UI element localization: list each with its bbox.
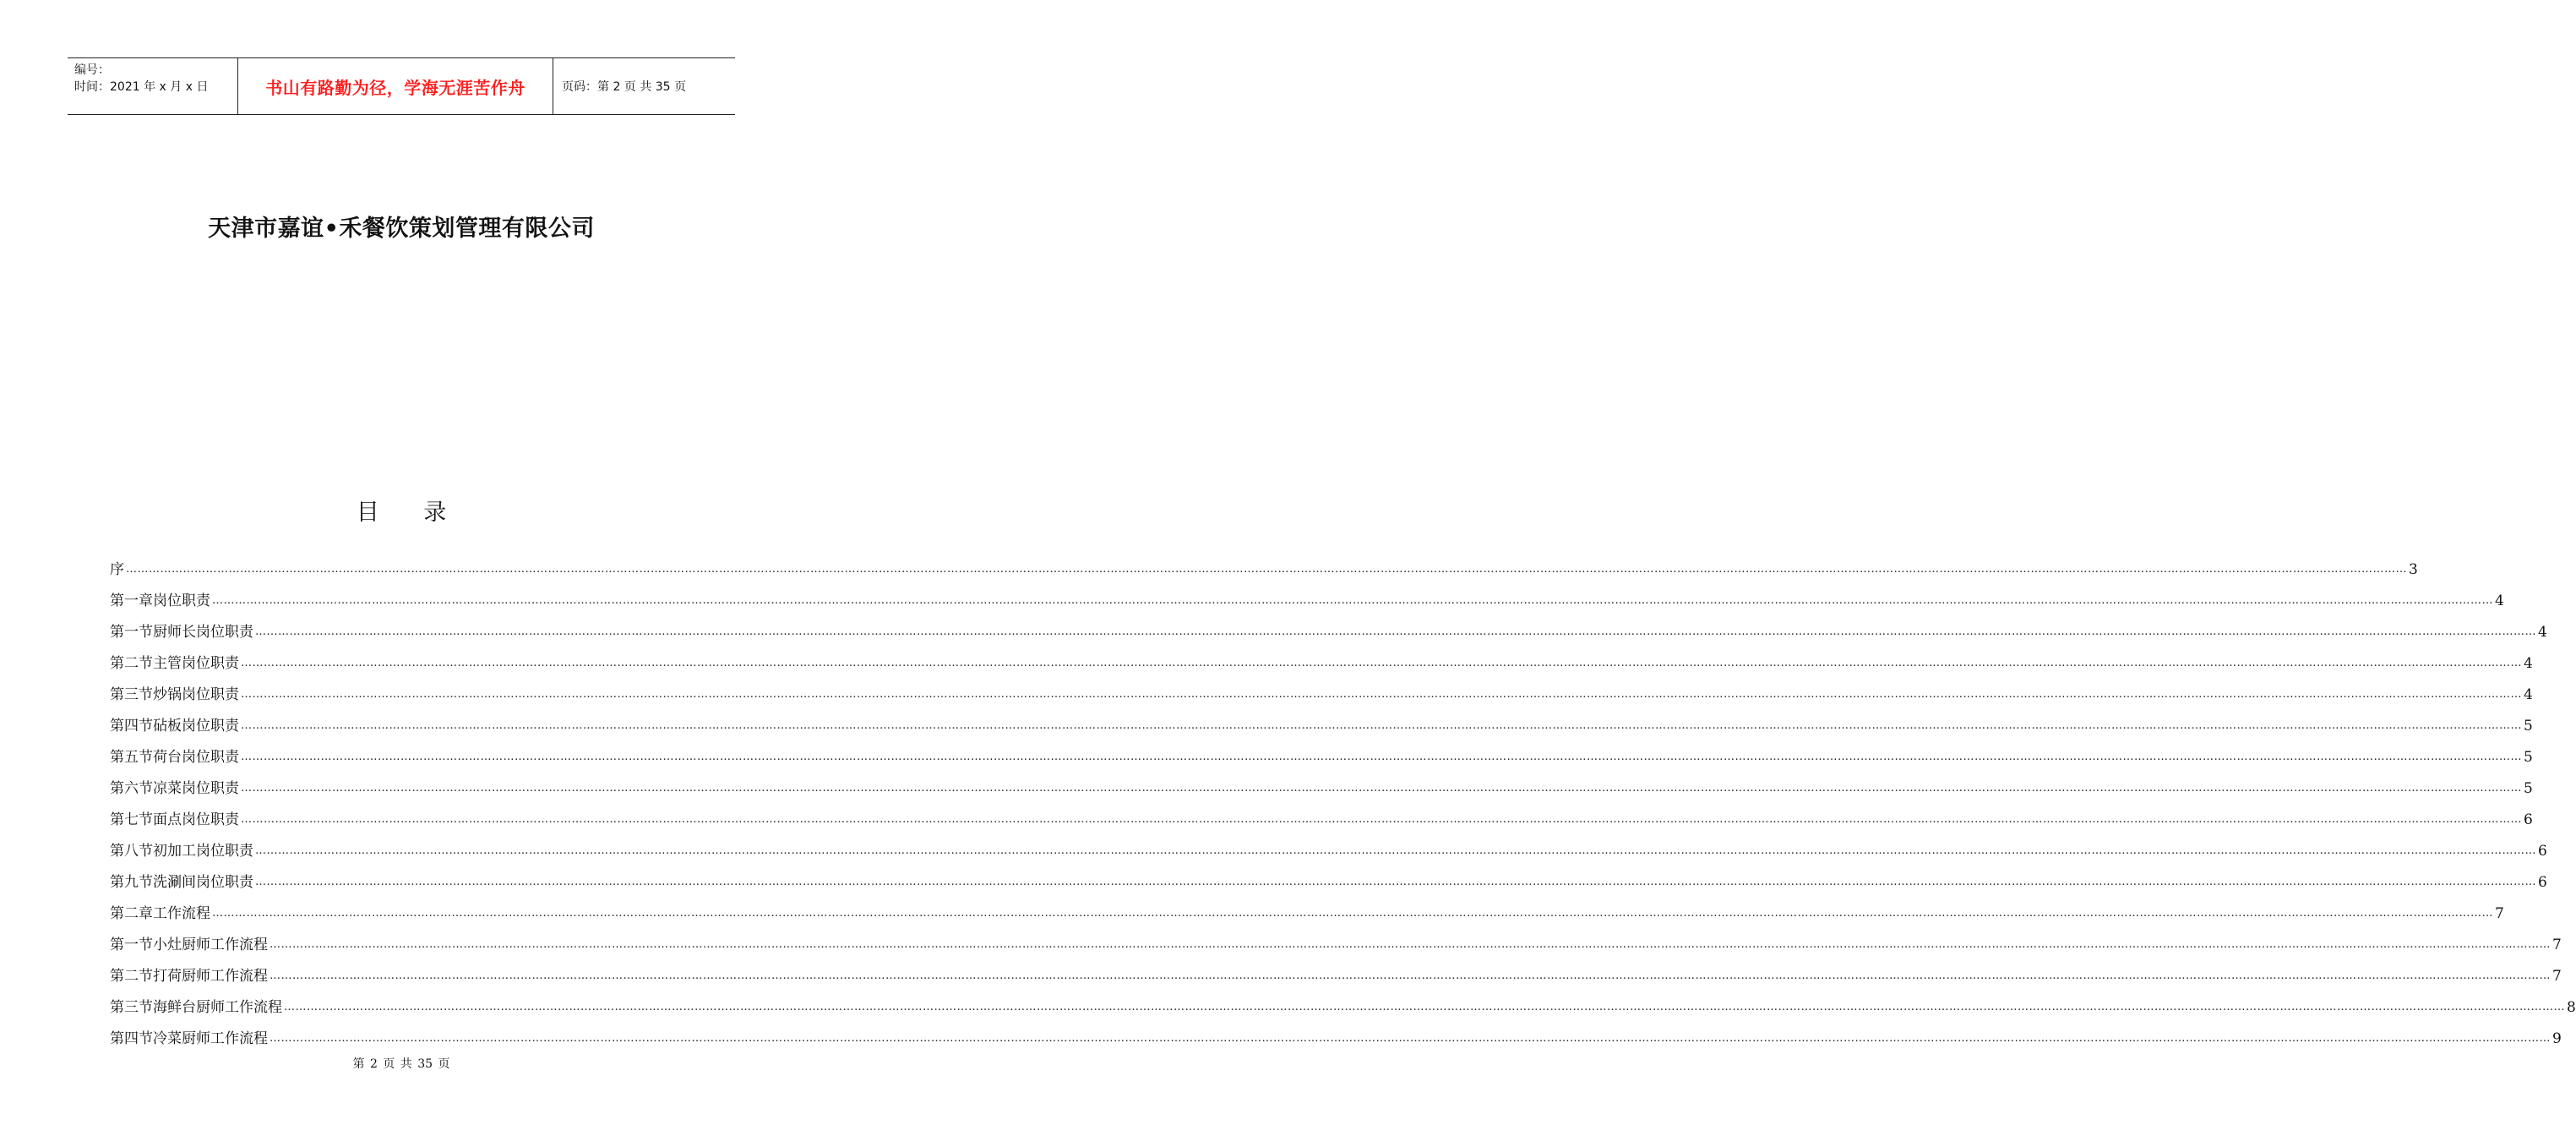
header-page-info: 页码：第 2 页 共 35 页	[562, 80, 686, 94]
toc-page-number: 4	[2495, 593, 2504, 609]
toc-title-text: 海鲜台厨师工作流程	[153, 999, 282, 1016]
toc-entry[interactable]	[110, 892, 2504, 923]
toc-title-text: 初加工岗位职责	[153, 843, 253, 860]
toc-chapter: 第六节	[110, 780, 153, 797]
toc-chapter: 第八节	[110, 843, 153, 860]
toc-page-number: 4	[2524, 655, 2533, 672]
toc-dot-leader: ……………………………………………………………………………………………………………………………………………………………………………………………………………………………………………………………………………………………………………………………………………………………………………………………………………………………………………………………………………………………………………………………………………………	[241, 751, 2522, 763]
toc-title-text: 小灶厨师工作流程	[153, 937, 268, 953]
toc-entry[interactable]	[110, 986, 2576, 1017]
toc-entry[interactable]	[110, 548, 2418, 579]
toc-dot-leader: ……………………………………………………………………………………………………………………………………………………………………………………………………………………………………………………………………………………………………………………………………………………………………………………………………………………………………………………………………………………………………………………………………………………	[255, 844, 2536, 857]
toc-entry[interactable]	[110, 767, 2533, 798]
toc-title-text: 荷台岗位职责	[153, 749, 239, 766]
page-header	[68, 57, 735, 115]
toc-dot-leader: ……………………………………………………………………………………………………………………………………………………………………………………………………………………………………………………………………………………………………………………………………………………………………………………………………………………………………………………………………………………………………………………………………………………	[284, 1001, 2565, 1013]
toc-dot-leader: ……………………………………………………………………………………………………………………………………………………………………………………………………………………………………………………………………………………………………………………………………………………………………………………………………………………………………………………………………………………………………………………………………………………	[270, 969, 2551, 982]
toc-chapter: 第五节	[110, 749, 153, 766]
toc-page-number: 7	[2552, 968, 2562, 985]
toc-dot-leader: ……………………………………………………………………………………………………………………………………………………………………………………………………………………………………………………………………………………………………………………………………………………………………………………………………………………………………………………………………………………………………………………………………………………	[126, 563, 2407, 576]
toc-dot-leader: ……………………………………………………………………………………………………………………………………………………………………………………………………………………………………………………………………………………………………………………………………………………………………………………………………………………………………………………………………………………………………………………………………………………	[255, 876, 2536, 888]
toc-title-text: 工作流程	[153, 905, 210, 922]
toc-chapter: 第三节	[110, 686, 153, 703]
toc-page-number: 6	[2538, 874, 2547, 891]
toc-entry[interactable]	[110, 735, 2533, 767]
toc-page-number: 4	[2524, 686, 2533, 703]
toc-title-text: 炒锅岗位职责	[153, 686, 239, 703]
toc-chapter: 第一节	[110, 624, 153, 641]
toc-chapter: 第二节	[110, 968, 153, 985]
toc-dot-leader: ……………………………………………………………………………………………………………………………………………………………………………………………………………………………………………………………………………………………………………………………………………………………………………………………………………………………………………………………………………………………………………………………………………………	[270, 1032, 2551, 1045]
toc-dot-leader: ……………………………………………………………………………………………………………………………………………………………………………………………………………………………………………………………………………………………………………………………………………………………………………………………………………………………………………………………………………………………………………………………………………………	[241, 813, 2522, 826]
toc-title-text: 岗位职责	[153, 593, 210, 609]
number-label: 编号：	[74, 63, 110, 77]
toc-dot-leader: ……………………………………………………………………………………………………………………………………………………………………………………………………………………………………………………………………………………………………………………………………………………………………………………………………………………………………………………………………………………………………………………………………………………	[212, 907, 2493, 920]
header-meta	[68, 58, 237, 114]
toc-page-number: 3	[2409, 561, 2418, 578]
toc-entry[interactable]	[110, 798, 2533, 829]
toc-title-text: 打荷厨师工作流程	[153, 968, 268, 985]
toc-dot-leader: ……………………………………………………………………………………………………………………………………………………………………………………………………………………………………………………………………………………………………………………………………………………………………………………………………………………………………………………………………………………………………………………………………………………	[255, 625, 2536, 638]
toc-page-number: 6	[2524, 811, 2533, 828]
toc-title: 目 录	[356, 500, 447, 526]
toc-page-number: 5	[2524, 718, 2533, 735]
toc-page-number: 5	[2524, 780, 2533, 797]
toc-entry[interactable]	[110, 829, 2547, 860]
toc-title-text: 面点岗位职责	[153, 811, 239, 828]
toc-entry[interactable]	[110, 860, 2547, 892]
toc-title-text: 序	[110, 561, 124, 578]
toc-entry[interactable]	[110, 642, 2533, 673]
toc-page-number: 5	[2524, 749, 2533, 766]
table-of-contents	[110, 548, 2576, 1048]
toc-chapter: 第二节	[110, 655, 153, 672]
toc-title-text: 厨师长岗位职责	[153, 624, 253, 641]
toc-page-number: 6	[2538, 843, 2547, 860]
toc-dot-leader: ……………………………………………………………………………………………………………………………………………………………………………………………………………………………………………………………………………………………………………………………………………………………………………………………………………………………………………………………………………………………………………………………………………………	[241, 657, 2522, 669]
toc-chapter: 第四节	[110, 1030, 153, 1047]
page-footer: 第 2 页 共 35 页	[352, 1057, 450, 1071]
toc-page-number: 9	[2552, 1030, 2562, 1047]
company-name: 天津市嘉谊•禾餐饮策划管理有限公司	[208, 216, 595, 242]
toc-dot-leader: ……………………………………………………………………………………………………………………………………………………………………………………………………………………………………………………………………………………………………………………………………………………………………………………………………………………………………………………………………………………………………………………………………………………	[241, 782, 2522, 795]
toc-entry[interactable]	[110, 610, 2547, 642]
toc-entry[interactable]	[110, 954, 2562, 986]
toc-title-text: 主管岗位职责	[153, 655, 239, 672]
toc-dot-leader: ……………………………………………………………………………………………………………………………………………………………………………………………………………………………………………………………………………………………………………………………………………………………………………………………………………………………………………………………………………………………………………………………………………………	[241, 719, 2522, 732]
toc-dot-leader: ……………………………………………………………………………………………………………………………………………………………………………………………………………………………………………………………………………………………………………………………………………………………………………………………………………………………………………………………………………………………………………………………………………………	[212, 594, 2493, 607]
toc-entry[interactable]	[110, 704, 2533, 735]
toc-dot-leader: ……………………………………………………………………………………………………………………………………………………………………………………………………………………………………………………………………………………………………………………………………………………………………………………………………………………………………………………………………………………………………………………………………………………	[270, 938, 2551, 951]
toc-chapter: 第二章	[110, 905, 153, 922]
toc-dot-leader: ……………………………………………………………………………………………………………………………………………………………………………………………………………………………………………………………………………………………………………………………………………………………………………………………………………………………………………………………………………………………………………………………………………………	[241, 688, 2522, 701]
toc-title-text: 砧板岗位职责	[153, 718, 239, 735]
toc-chapter: 第九节	[110, 874, 153, 891]
toc-title-text: 洗涮间岗位职责	[153, 874, 253, 891]
toc-page-number: 7	[2495, 905, 2504, 922]
toc-title-text: 冷菜厨师工作流程	[153, 1030, 268, 1047]
toc-entry[interactable]	[110, 1017, 2562, 1048]
toc-page-number: 4	[2538, 624, 2547, 641]
time-label: 时间：2021 年 x 月 x 日	[74, 80, 209, 94]
toc-chapter: 第一节	[110, 937, 153, 953]
header-motto: 书山有路勤为径，学海无涯苦作舟	[237, 58, 553, 114]
toc-page-number: 8	[2567, 999, 2576, 1016]
toc-chapter: 第七节	[110, 811, 153, 828]
toc-chapter: 第四节	[110, 718, 153, 735]
toc-entry[interactable]	[110, 673, 2533, 704]
toc-title-text: 凉菜岗位职责	[153, 780, 239, 797]
toc-entry[interactable]	[110, 923, 2562, 954]
toc-entry[interactable]	[110, 579, 2504, 610]
toc-chapter: 第一章	[110, 593, 153, 609]
toc-page-number: 7	[2552, 937, 2562, 953]
toc-chapter: 第三节	[110, 999, 153, 1016]
